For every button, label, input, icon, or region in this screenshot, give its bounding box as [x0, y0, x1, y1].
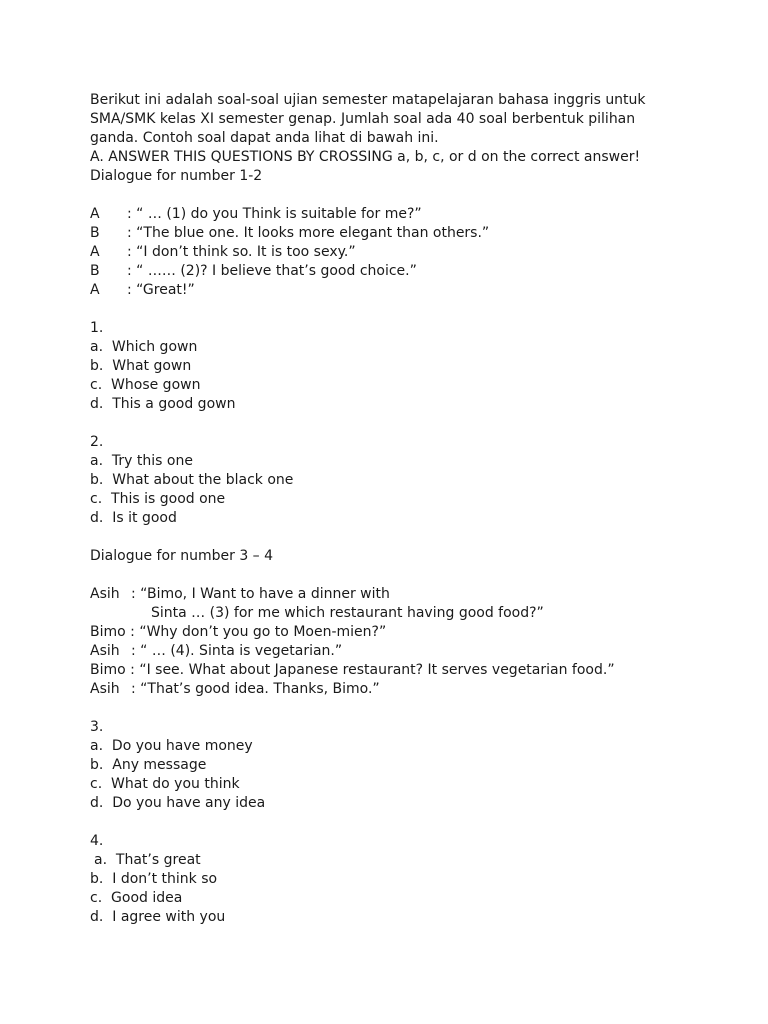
utterance: : “ … (4). Sinta is vegetarian.”: [131, 643, 343, 659]
spacer: [90, 186, 690, 205]
utterance: : “Bimo, I Want to have a dinner with: [131, 586, 390, 602]
answer-option: c. This is good one: [90, 491, 226, 507]
spacer: [90, 566, 690, 585]
dialogue-heading: Dialogue for number 3 – 4: [90, 548, 274, 564]
dialogue-2: [90, 585, 690, 699]
answer-option: d. Is it good: [90, 510, 177, 526]
question-number: 3.: [90, 719, 104, 735]
utterance-continuation: Sinta … (3) for me which restaurant having good food?”: [151, 605, 544, 621]
dialogue-line: [90, 205, 690, 224]
utterance: : “I don’t think so. It is too sexy.”: [127, 244, 356, 260]
answer-option: b. What about the black one: [90, 472, 294, 488]
answer-option: a. Which gown: [90, 339, 198, 355]
answer-option: b. I don’t think so: [90, 871, 218, 887]
utterance: : “ …… (2)? I believe that’s good choice.”: [127, 263, 417, 279]
question-number: 2.: [90, 434, 104, 450]
speaker: Asih: [90, 681, 120, 697]
dialogue-1: [90, 205, 690, 300]
answer-option: c. What do you think: [90, 776, 240, 792]
dialogue-line: [90, 224, 690, 243]
speaker: A: [90, 282, 100, 298]
dialogue-line: [90, 281, 690, 300]
document-page: [90, 91, 690, 927]
utterance: : “ … (1) do you Think is suitable for me?”: [127, 206, 422, 222]
spacer: [90, 528, 690, 547]
dialogue-heading: Dialogue for number 1-2: [90, 168, 263, 184]
instruction: A. ANSWER THIS QUESTIONS BY CROSSING a, b, c, or d on the correct answer!: [90, 149, 641, 165]
answer-option: b. What gown: [90, 358, 192, 374]
answer-option: a. Do you have money: [90, 738, 253, 754]
speaker: Asih: [90, 643, 120, 659]
answer-option: d. This a good gown: [90, 396, 236, 412]
question-number: 1.: [90, 320, 104, 336]
answer-option: a. Try this one: [90, 453, 193, 469]
spacer: [90, 414, 690, 433]
answer-option: d. Do you have any idea: [90, 795, 266, 811]
spacer: [90, 300, 690, 319]
dialogue-line: [90, 585, 690, 604]
question-number: 4.: [90, 833, 104, 849]
utterance: : “The blue one. It looks more elegant than others.”: [127, 225, 490, 241]
speaker: A: [90, 206, 100, 222]
speaker: A: [90, 244, 100, 260]
question-2: [90, 433, 690, 528]
question-4: [90, 832, 690, 927]
intro-line: SMA/SMK kelas XI semester genap. Jumlah soal ada 40 soal berbentuk pilihan: [90, 111, 636, 127]
utterance: : “Great!”: [127, 282, 195, 298]
question-3: [90, 718, 690, 813]
intro-line: ganda. Contoh soal dapat anda lihat di bawah ini.: [90, 130, 439, 146]
question-1: [90, 319, 690, 414]
dialogue-line: Bimo : “I see. What about Japanese restaurant? It serves vegetarian food.”: [90, 662, 615, 678]
dialogue-line: [90, 642, 690, 661]
answer-option: d. I agree with you: [90, 909, 226, 925]
answer-option: b. Any message: [90, 757, 207, 773]
dialogue-line: [90, 680, 690, 699]
spacer: [90, 699, 690, 718]
speaker: Asih: [90, 586, 120, 602]
dialogue-line: [90, 262, 690, 281]
speaker: B: [90, 263, 100, 279]
dialogue-line: [90, 243, 690, 262]
dialogue-line: Bimo : “Why don’t you go to Moen-mien?”: [90, 624, 387, 640]
answer-option: c. Good idea: [90, 890, 183, 906]
spacer: [90, 813, 690, 832]
utterance: : “That’s good idea. Thanks, Bimo.”: [131, 681, 380, 697]
intro-line: Berikut ini adalah soal-soal ujian semester matapelajaran bahasa inggris untuk: [90, 92, 646, 108]
answer-option: a. That’s great: [94, 852, 201, 868]
answer-option: c. Whose gown: [90, 377, 201, 393]
speaker: B: [90, 225, 100, 241]
